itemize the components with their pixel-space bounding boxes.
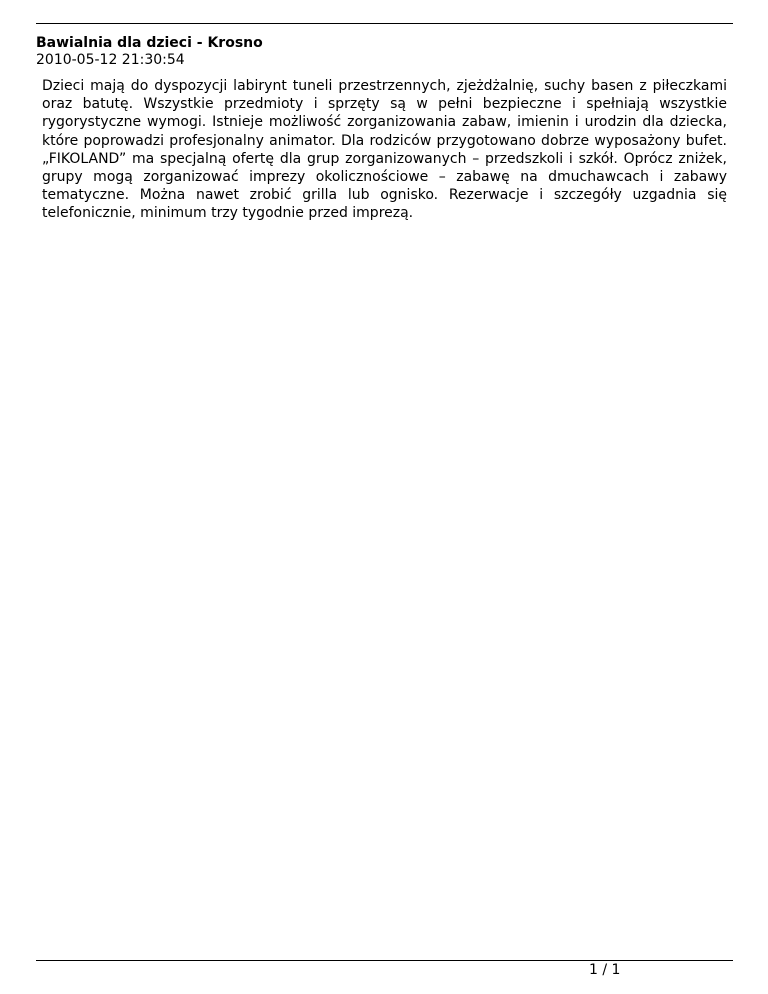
article-body: Dzieci mają do dyspozycji labirynt tuneli przestrzennych, zjeżdżalnię, suchy basen z piłeczkami oraz batutę. Wszystkie przedmioty i sprzęty są w pełni bezpieczne i spełniają wszystkie rygorystyczne wymogi. Istnieje możliwość zorganizowania zabaw, imienin i urodzin dla dziecka, które poprowadzi profesjonalny animator. Dla rodziców przygotowano dobrze wyposażony bufet. „FIKOLAND” ma specjalną ofertę dla grup zorganizowanych – przedszkoli i szkół. Oprócz zniżek, grupy mogą zorganizować imprezy okolicznościowe – zabawę na dmuchawcach i zabawy tematyczne. Można nawet zrobić grilla lub ognisko. Rezerwacje i szczegóły uzgadnia się telefonicznie, minimum trzy tygodnie przed imprezą. <box>42 78 727 222</box>
page-number: 1 / 1 <box>589 962 621 978</box>
footer-divider <box>36 960 733 961</box>
header-divider <box>36 23 733 24</box>
article-datetime: 2010-05-12 21:30:54 <box>36 52 185 68</box>
article-title: Bawialnia dla dzieci - Krosno <box>36 35 263 51</box>
